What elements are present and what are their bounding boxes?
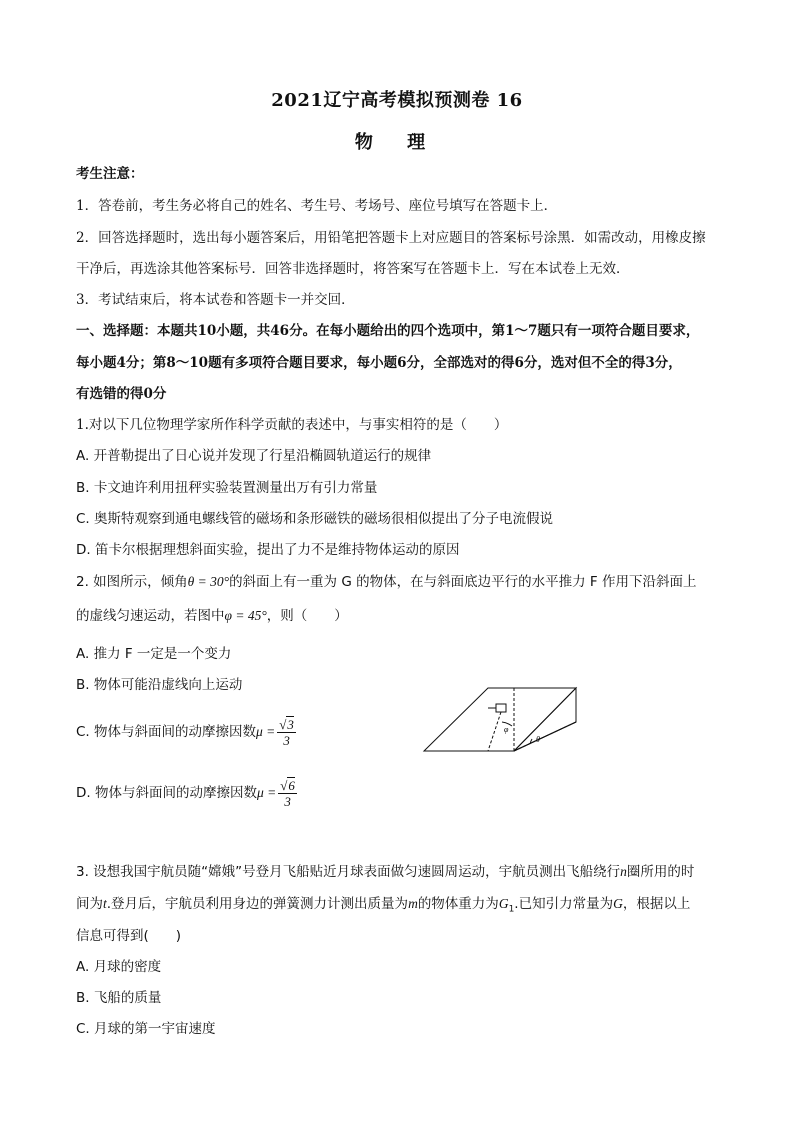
incline-side-face xyxy=(514,688,576,751)
notice-item: 干净后，再选涂其他答案标号．回答非选择题时，将答案写在答题卡上．写在本试卷上无效． xyxy=(76,261,630,277)
phi-expression: φ = 45° xyxy=(224,608,267,623)
section-instruction: 一、选择题：本题共10小题，共46分。在每小题给出的四个选项中，第1～7题只有一项符合题目要求， xyxy=(76,323,700,339)
section-instruction: 每小题4分；第8～10题有多项符合题目要求，每小题6分，全部选对的得6分，选对但不全的得3分， xyxy=(76,355,682,371)
q2-option-a: A. 推力 F 一定是一个变力 xyxy=(76,646,232,662)
incline-figure xyxy=(418,684,584,756)
sqrt3-over-3: $\frac{√3}{3}$ xyxy=(279,716,294,748)
phi-label: φ xyxy=(504,725,509,734)
q2-option-d: D. 物体与斜面间的动摩擦因数μ = $\frac{√6}{3}$ xyxy=(76,777,295,809)
notice-item: 2．回答选择题时，选出每小题答案后，用铅笔把答题卡上对应题目的答案标号涂黑．如需改动，用橡皮擦 xyxy=(76,230,706,246)
q3-stem-line3: 信息可得到( ) xyxy=(76,928,182,944)
q1-option-b: B. 卡文迪许利用扭秤实验装置测量出万有引力常量 xyxy=(76,480,378,496)
subject-title: 物 理 xyxy=(354,132,440,153)
q3-stem-line1: 3. 设想我国宇航员随“嫦娥”号登月飞船贴近月球表面做匀速圆周运动，宇航员测出飞船绕行n圈所用的时 xyxy=(76,864,695,880)
q2-option-b: B. 物体可能沿虚线向上运动 xyxy=(76,677,243,693)
q1-option-c: C. 奥斯特观察到通电螺线管的磁场和条形磁铁的磁场很相似提出了分子电流假说 xyxy=(76,511,554,527)
sqrt6-over-3: $\frac{√6}{3}$ xyxy=(280,777,295,809)
q1-option-d: D. 笛卡尔根据理想斜面实验，提出了力不是维持物体运动的原因 xyxy=(76,542,460,558)
notice-item: 1．答卷前，考生务必将自己的姓名、考生号、考场号、座位号填写在答题卡上． xyxy=(76,198,558,214)
q1-stem: 1.对以下几位物理学家所作科学贡献的表述中，与事实相符的是（ ） xyxy=(76,417,508,433)
exam-title: 2021辽宁高考模拟预测卷 16 xyxy=(271,90,523,111)
q3-option-a: A. 月球的密度 xyxy=(76,959,162,975)
theta-label: θ xyxy=(536,735,540,744)
q2-stem-line1: 2. 如图所示，倾角θ = 30°的斜面上有一重为 G 的物体，在与斜面底边平行的水平推力 F 作用下沿斜面上 xyxy=(76,574,697,590)
section-instruction: 有选错的得0分 xyxy=(76,386,167,402)
incline-top-face xyxy=(424,688,576,751)
notice-item: 3．考试结束后，将本试卷和答题卡一并交回． xyxy=(76,292,355,308)
q2-stem-line2: 的虚线匀速运动，若图中φ = 45°，则（ ） xyxy=(76,608,348,624)
q3-option-c: C. 月球的第一宇宙速度 xyxy=(76,1021,216,1037)
q2-option-c: C. 物体与斜面间的动摩擦因数μ = $\frac{√3}{3}$ xyxy=(76,716,294,748)
q3-stem-line2: 间为t.登月后，宇航员利用身边的弹簧测力计测出质量为m的物体重力为$G_1$.已知引力常量为G，根据以上 xyxy=(76,896,691,915)
q3-option-b: B. 飞船的质量 xyxy=(76,990,162,1006)
notice-heading: 考生注意： xyxy=(76,166,144,182)
theta-expression: θ = 30° xyxy=(187,574,230,589)
dashed-path xyxy=(488,712,501,751)
block-object xyxy=(496,704,506,712)
q1-option-a: A. 开普勒提出了日心说并发现了行星沿椭圆轨道运行的规律 xyxy=(76,448,432,464)
